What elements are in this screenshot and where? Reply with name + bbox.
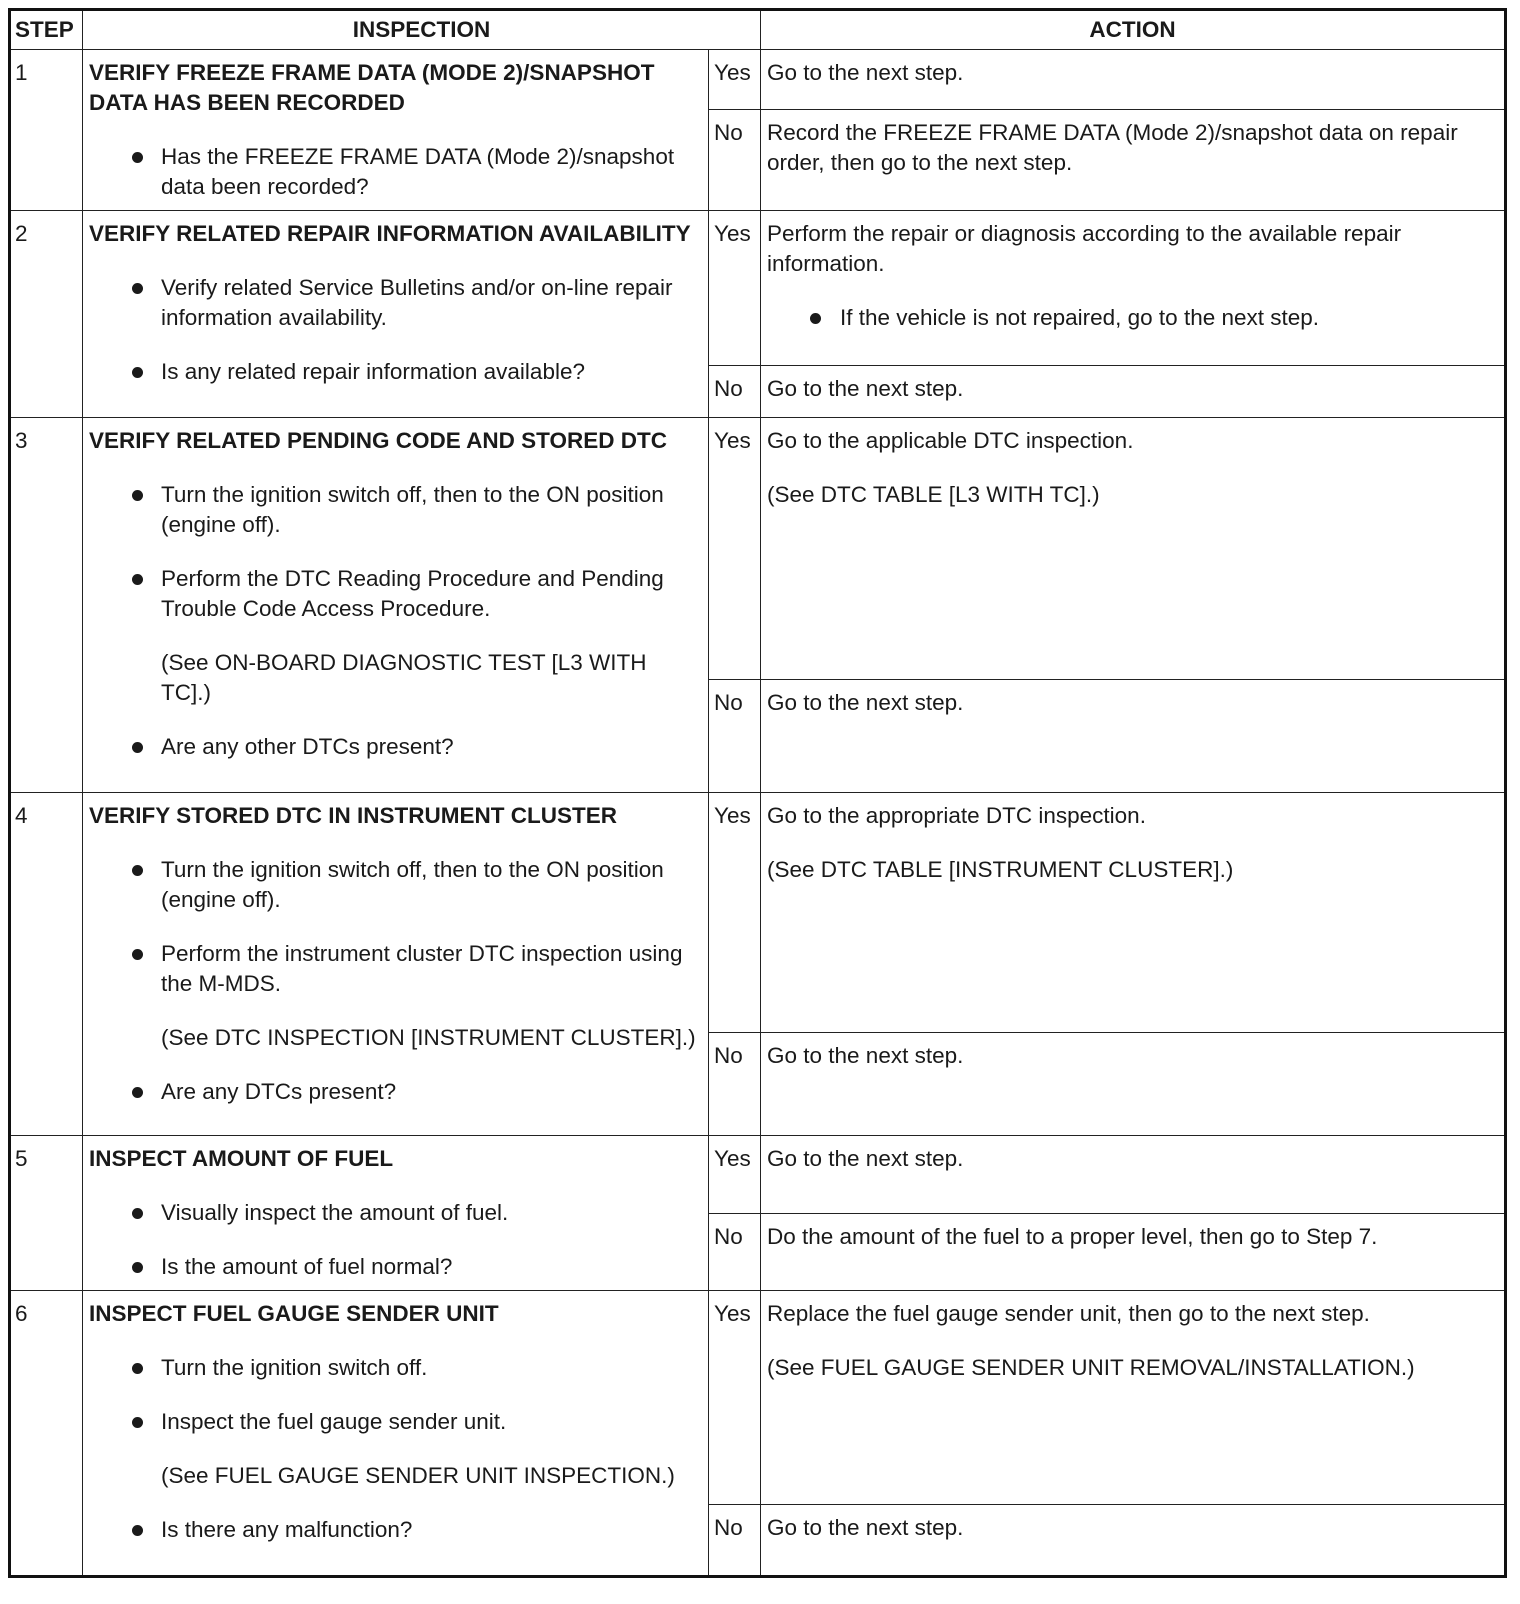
no-label: No xyxy=(709,366,761,418)
inspection-title: VERIFY RELATED PENDING CODE AND STORED DTC xyxy=(89,428,667,453)
header-row xyxy=(10,10,1506,50)
step-row xyxy=(10,211,1506,366)
step-number: 5 xyxy=(10,1136,83,1291)
no-action-cell xyxy=(761,1505,1506,1577)
step-row xyxy=(10,793,1506,1033)
inspection-title: VERIFY FREEZE FRAME DATA (MODE 2)/SNAPSHOT DATA HAS BEEN RECORDED xyxy=(89,60,655,115)
action-text: (See DTC TABLE [L3 WITH TC].) xyxy=(767,482,1100,507)
inspection-bullet: Inspect the fuel gauge sender unit. xyxy=(89,1407,702,1437)
inspection-bullet: Are any other DTCs present? xyxy=(89,732,702,762)
inspection-reference-note: (See FUEL GAUGE SENDER UNIT INSPECTION.) xyxy=(161,1463,675,1488)
no-action-cell xyxy=(761,1213,1506,1291)
action-text: Go to the next step. xyxy=(767,690,964,715)
action-bullet: If the vehicle is not repaired, go to the next step. xyxy=(767,303,1498,333)
action-text: Go to the appropriate DTC inspection. xyxy=(767,803,1146,828)
yes-action-cell xyxy=(761,793,1506,1033)
action-text: (See FUEL GAUGE SENDER UNIT REMOVAL/INSTALLATION.) xyxy=(767,1355,1415,1380)
inspection-bullet: Is the amount of fuel normal? xyxy=(89,1252,702,1282)
step-number: 3 xyxy=(10,418,83,793)
no-action-cell xyxy=(761,109,1506,210)
yes-action-cell xyxy=(761,211,1506,366)
inspection-title: VERIFY STORED DTC IN INSTRUMENT CLUSTER xyxy=(89,803,617,828)
inspection-reference-note: (See DTC INSPECTION [INSTRUMENT CLUSTER].) xyxy=(161,1025,696,1050)
action-text: Do the amount of the fuel to a proper level, then go to Step 7. xyxy=(767,1223,1378,1249)
action-text: Go to the next step. xyxy=(767,1146,964,1171)
inspection-bullet: Visually inspect the amount of fuel. xyxy=(89,1198,702,1228)
inspection-bullet: Turn the ignition switch off, then to the ON position (engine off). xyxy=(89,480,702,540)
inspection-title: VERIFY RELATED REPAIR INFORMATION AVAILABILITY xyxy=(89,221,691,246)
yes-label: Yes xyxy=(709,211,761,366)
no-label: No xyxy=(709,1033,761,1136)
action-text: Go to the next step. xyxy=(767,60,964,85)
no-action-cell xyxy=(761,1033,1506,1136)
inspection-column-header: INSPECTION xyxy=(83,10,761,50)
action-text: Record the FREEZE FRAME DATA (Mode 2)/snapshot data on repair order, then go to the next step. xyxy=(767,119,1458,175)
step-number: 1 xyxy=(10,50,83,211)
inspection-cell xyxy=(83,418,709,793)
action-text: Replace the fuel gauge sender unit, then go to the next step. xyxy=(767,1301,1370,1326)
inspection-bullet: Turn the ignition switch off. xyxy=(89,1353,702,1383)
step-row xyxy=(10,418,1506,680)
step-row xyxy=(10,1136,1506,1214)
no-label: No xyxy=(709,1213,761,1291)
action-column-header: ACTION xyxy=(761,10,1506,50)
inspection-cell xyxy=(83,793,709,1136)
yes-label: Yes xyxy=(709,793,761,1033)
inspection-title: INSPECT FUEL GAUGE SENDER UNIT xyxy=(89,1301,499,1326)
no-action-cell xyxy=(761,366,1506,418)
action-text: Go to the applicable DTC inspection. xyxy=(767,428,1134,453)
step-row xyxy=(10,1291,1506,1505)
step-number: 2 xyxy=(10,211,83,418)
yes-action-cell xyxy=(761,418,1506,680)
inspection-bullet: Has the FREEZE FRAME DATA (Mode 2)/snapshot data been recorded? xyxy=(89,142,702,202)
inspection-reference-note: (See ON-BOARD DIAGNOSTIC TEST [L3 WITH TC].) xyxy=(161,650,647,705)
yes-action-cell xyxy=(761,1291,1506,1505)
inspection-bullet: Verify related Service Bulletins and/or on-line repair information availability. xyxy=(89,273,702,333)
no-label: No xyxy=(709,1505,761,1577)
yes-label: Yes xyxy=(709,1136,761,1214)
yes-action-cell xyxy=(761,50,1506,110)
step-number: 4 xyxy=(10,793,83,1136)
inspection-cell xyxy=(83,1136,709,1291)
yes-label: Yes xyxy=(709,50,761,110)
inspection-title: INSPECT AMOUNT OF FUEL xyxy=(89,1146,394,1171)
no-action-cell xyxy=(761,680,1506,793)
inspection-bullet: Is there any malfunction? xyxy=(89,1515,702,1545)
action-text: (See DTC TABLE [INSTRUMENT CLUSTER].) xyxy=(767,857,1234,882)
action-text: Go to the next step. xyxy=(767,1515,964,1540)
step-number: 6 xyxy=(10,1291,83,1577)
no-label: No xyxy=(709,680,761,793)
diagnostic-procedure-sheet xyxy=(8,8,1504,1578)
inspection-bullet: Turn the ignition switch off, then to the ON position (engine off). xyxy=(89,855,702,915)
action-text: Go to the next step. xyxy=(767,1043,964,1068)
inspection-bullet: Is any related repair information available? xyxy=(89,357,702,387)
yes-label: Yes xyxy=(709,1291,761,1505)
yes-action-cell xyxy=(761,1136,1506,1214)
inspection-bullet: Are any DTCs present? xyxy=(89,1077,702,1107)
yes-label: Yes xyxy=(709,418,761,680)
inspection-bullet: Perform the DTC Reading Procedure and Pending Trouble Code Access Procedure. xyxy=(89,564,702,624)
diagnostic-table xyxy=(8,8,1507,1578)
action-text: Perform the repair or diagnosis according to the available repair information. xyxy=(767,221,1402,276)
step-column-header: STEP xyxy=(10,10,83,50)
action-text: Go to the next step. xyxy=(767,376,964,401)
no-label: No xyxy=(709,109,761,210)
inspection-cell xyxy=(83,1291,709,1577)
inspection-cell xyxy=(83,211,709,418)
procedure-rows xyxy=(10,50,1506,1577)
inspection-bullet: Perform the instrument cluster DTC inspection using the M-MDS. xyxy=(89,939,702,999)
inspection-cell xyxy=(83,50,709,211)
step-row xyxy=(10,50,1506,110)
